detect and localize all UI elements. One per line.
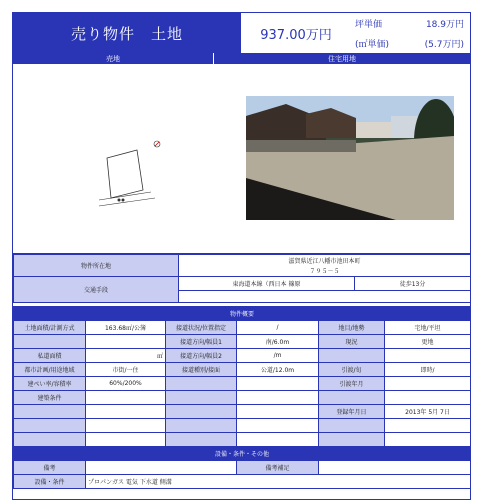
hikiwatashi-value: 即時/ [385, 363, 471, 377]
genkyo-label: 現況 [319, 335, 385, 349]
chimoku-label: 地目/地勢 [319, 321, 385, 335]
page-title: 売り物件 土地 [13, 13, 241, 53]
setsubi-value: プロパンガス 電気 下水道 側溝 [86, 475, 471, 489]
toshi-value: 市街/一住 [86, 363, 166, 377]
biko-hosoku-label: 備考補足 [237, 461, 319, 475]
overview-table [13, 306, 471, 489]
road-value: / [237, 321, 319, 335]
tag-residential: 住宅用地 [214, 53, 470, 64]
dir1-value: 南/6.0m [237, 335, 319, 349]
address-line1: 滋賀県近江八幡市池田本町 [179, 255, 471, 266]
chimoku-value: 宅地/平坦 [385, 321, 471, 335]
private-label: 私道面積 [14, 349, 86, 363]
tsubo-value: 18.9万円 [425, 20, 464, 30]
m2-value: (5.7万円) [424, 40, 464, 50]
shubetsu-value: 公道/12.0m [237, 363, 319, 377]
unit-price-box [351, 13, 470, 53]
tsubo-label: 坪単価 [355, 20, 383, 30]
price: 937.00万円 [260, 27, 332, 43]
toshi-label: 都市計画/用途地域 [14, 363, 86, 377]
area-label: 土地面積/計測方式 [14, 321, 86, 335]
land-map [95, 140, 175, 220]
facilities-title: 設備・条件・その他 [14, 447, 471, 461]
dir2-label: 接道方向/幅員2 [166, 349, 237, 363]
setsubi-label: 設備・条件 [14, 475, 86, 489]
area-value: 163.68㎡/公簿 [86, 321, 166, 335]
location-label: 物件所在地 [14, 255, 179, 277]
overview-title: 物件概要 [14, 307, 471, 321]
toroku-value: 2013年 5月 7日 [385, 405, 471, 419]
dir2-value: /m [237, 349, 319, 363]
private-unit: ㎡ [86, 349, 166, 363]
biko-label: 備考 [14, 461, 86, 475]
hikiwatashi-label: 引渡/旬 [319, 363, 385, 377]
dir1-label: 接道方向/幅員1 [166, 335, 237, 349]
kenchiku-label: 建築条件 [14, 391, 86, 405]
kenpei-value: 60%/200% [86, 377, 166, 391]
tag-sale-land: 売地 [13, 53, 213, 64]
location-table [13, 254, 471, 303]
shubetsu-label: 接道種別/接面 [166, 363, 237, 377]
m2-label: (㎡単価) [355, 40, 390, 50]
nengetsu-label: 引渡年月 [319, 377, 385, 391]
property-photo [246, 96, 454, 220]
access-line: 東海道本線（西日本 篠原 [179, 277, 355, 291]
toroku-label: 登録年月日 [319, 405, 385, 419]
genkyo-value: 更地 [385, 335, 471, 349]
address-line2: ７９５－５ [179, 266, 471, 277]
road-label: 接道状況/位置指定 [166, 321, 237, 335]
access-walk: 徒歩13分 [355, 277, 471, 291]
access-label: 交通手段 [14, 277, 179, 303]
kenpei-label: 建ぺい率/容積率 [14, 377, 86, 391]
